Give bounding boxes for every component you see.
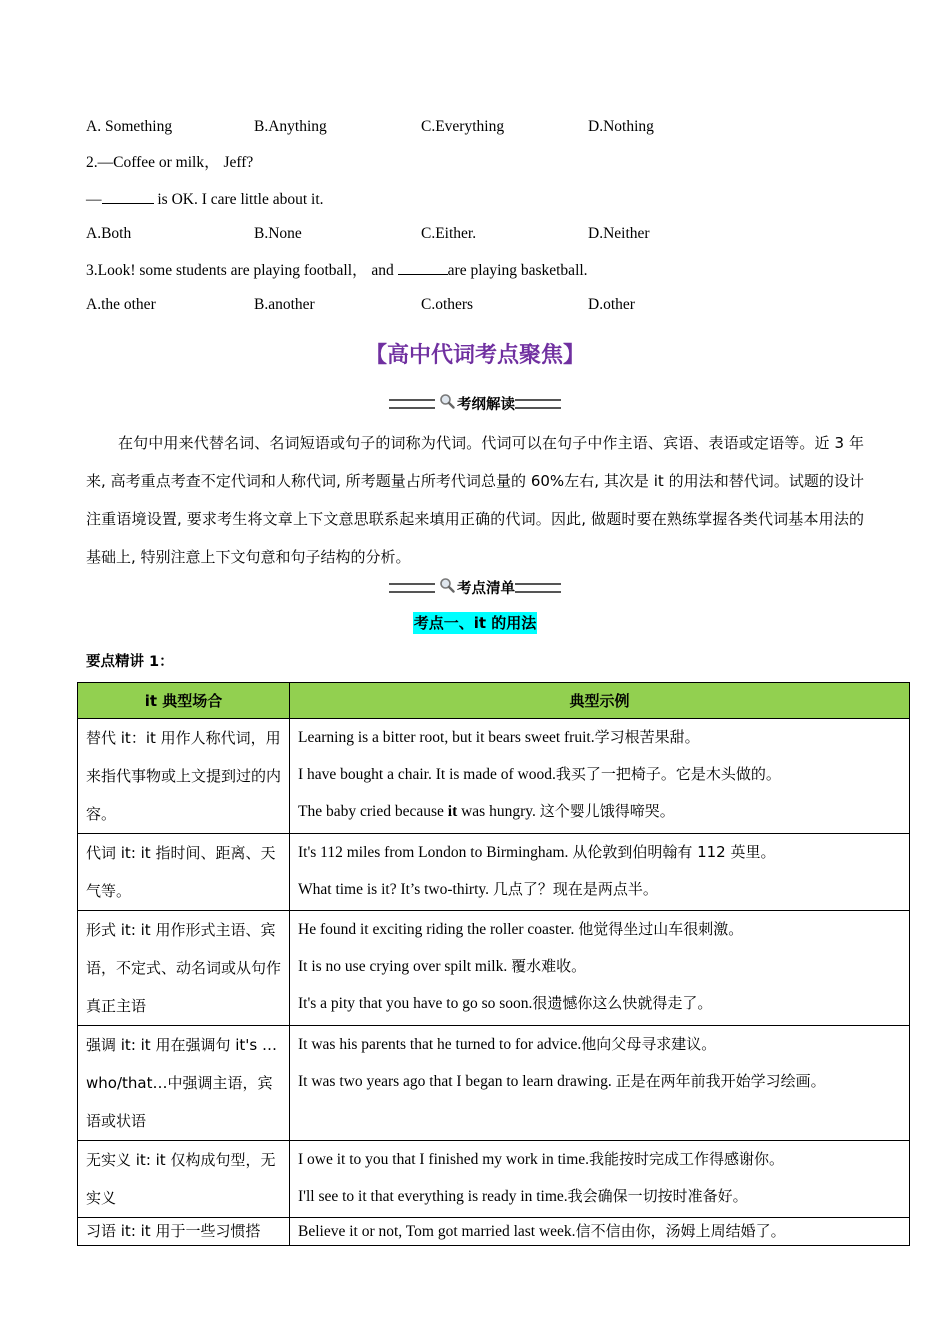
example-zh: 他向父母寻求建议。 [581, 1035, 717, 1053]
answer-blank [102, 189, 154, 204]
example-sentence [298, 756, 901, 793]
q2-reply [86, 189, 324, 210]
q3-stem [86, 260, 588, 281]
example-zh: 我能按时完成工作得感谢你。 [589, 1150, 785, 1168]
q3-stem-before: 3.Look! some students are playing football， and [86, 262, 398, 279]
intro-paragraph [86, 424, 864, 576]
table-row [78, 1218, 910, 1246]
usage-cell: 习语 it: it 用于一些习惯搭 [78, 1218, 290, 1246]
example-en: Believe it or not, Tom got married last week. [298, 1223, 576, 1240]
example-en: He found it exciting riding the roller coaster. [298, 921, 579, 938]
examples-cell [290, 1141, 910, 1218]
example-en: It was two years ago that I began to learn drawing. [298, 1073, 616, 1090]
example-sentence [298, 1141, 901, 1178]
table-row [78, 911, 910, 1026]
point-heading-text: 考点一、it 的用法 [413, 614, 537, 632]
usage-cell: 强调 it: it 用在强调句 it's … who/that…中强调主语，宾语或状语 [78, 1026, 290, 1141]
examples-cell [290, 719, 910, 834]
example-en: was hungry. [457, 803, 540, 820]
divider-rule [515, 583, 561, 593]
example-en: I have bought a chair. It is made of wood. [298, 766, 556, 783]
q1-option-c: C.Everything [421, 118, 505, 135]
answer-blank [398, 260, 448, 275]
q2-option-d: D.Neither [588, 225, 650, 242]
table-row [78, 719, 910, 834]
table-header-examples: 典型示例 [290, 683, 910, 719]
page-title: 【高中代词考点聚焦】 [364, 343, 585, 368]
table-row [78, 1026, 910, 1141]
example-sentence [298, 1026, 901, 1063]
intro-text: 在句中用来代替名词、名词短语或句子的词称为代词。代词可以在句子中作主语、宾语、表语或定语等。近 3 年来, 高考重点考查不定代词和人称代词, 所考题量占所考代词总量的 60%左右, 其次是 it 的用法和替代词。试题的设计注重语境设置, 要求考生将文章上下文意思联系起来填用正确的代词。因此, 做题时要在熟练掌握各类代词基本用法的基础上, 特别注意上下文句意和句子结构的分析。 [86, 434, 864, 566]
example-zh: 信不信由你，汤姆上周结婚了。 [575, 1222, 786, 1240]
example-sentence [298, 793, 901, 830]
usage-cell: 替代 it：it 用作人称代词，用来指代事物或上文提到过的内容。 [78, 719, 290, 834]
example-sentence [298, 1063, 901, 1100]
example-em: it [447, 803, 458, 820]
q2-reply-prefix: — [86, 191, 102, 208]
example-sentence [298, 719, 901, 756]
example-zh: 从伦敦到伯明翰有 112 英里。 [572, 843, 776, 861]
table-header-usage: it 典型场合 [78, 683, 290, 719]
point-heading [0, 612, 950, 633]
table-row [78, 834, 910, 911]
usage-cell: 形式 it: it 用作形式主语、宾语，不定式、动名词或从句作真正主语 [78, 911, 290, 1026]
q1-option-d: D.Nothing [588, 118, 654, 135]
example-sentence [298, 871, 901, 908]
example-sentence [298, 1218, 901, 1245]
examples-cell [290, 911, 910, 1026]
example-sentence [298, 985, 901, 1022]
section-title: 考点清单 [457, 581, 515, 597]
examples-cell [290, 834, 910, 911]
usage-cell: 无实义 it: it 仅构成句型，无实义 [78, 1141, 290, 1218]
example-en: It was his parents that he turned to for advice. [298, 1036, 582, 1053]
essential-label: 要点精讲 1： [86, 654, 174, 670]
q1-option-a: A. Something [86, 118, 173, 135]
section-title: 考纲解读 [457, 397, 515, 413]
example-zh: 覆水难收。 [511, 957, 587, 975]
q2-option-a: A.Both [86, 225, 132, 242]
example-en: I owe it to you that I finished my work in time. [298, 1151, 590, 1168]
table-row [78, 1141, 910, 1218]
example-en: The baby cried because [298, 803, 448, 820]
table-header-row [78, 683, 910, 719]
example-en: I'll see to it that everything is ready in time. [298, 1188, 568, 1205]
divider-rule [389, 583, 435, 593]
example-en: What time is it? It’s two-thirty. [298, 881, 493, 898]
q3-option-d: D.other [588, 296, 635, 313]
q3-stem-after: are playing basketball. [447, 262, 588, 279]
q2-reply-suffix: is OK. I care little about it. [153, 191, 324, 208]
usage-cell: 代词 it: it 指时间、距离、天气等。 [78, 834, 290, 911]
example-en: It's 112 miles from London to Birmingham. [298, 844, 573, 861]
example-en: Learning is a bitter root, but it bears sweet fruit. [298, 729, 595, 746]
q2-option-c: C.Either. [421, 225, 477, 242]
magnifier-icon [439, 577, 455, 598]
example-zh: 我会确保一切按时准备好。 [567, 1187, 748, 1205]
example-zh: 很遗憾你这么快就得走了。 [532, 994, 713, 1012]
examples-cell [290, 1026, 910, 1141]
usage-table [77, 682, 910, 1246]
magnifier-icon [439, 393, 455, 414]
section-divider-syllabus [0, 393, 950, 417]
q1-option-b: B.Anything [254, 118, 327, 135]
divider-rule [389, 399, 435, 409]
divider-rule [515, 399, 561, 409]
example-en: It's a pity that you have to go so soon. [298, 995, 533, 1012]
example-zh: 学习根苦果甜。 [594, 728, 700, 746]
example-zh: 几点了？现在是两点半。 [492, 880, 658, 898]
q3-option-b: B.another [254, 296, 315, 313]
section-divider-checklist [0, 577, 950, 601]
example-en: It is no use crying over spilt milk. [298, 958, 512, 975]
example-zh: 这个婴儿饿得啼哭。 [539, 802, 675, 820]
examples-cell [290, 1218, 910, 1246]
q2-option-b: B.None [254, 225, 302, 242]
q2-stem: 2.—Coffee or milk， Jeff? [86, 154, 254, 171]
example-zh: 正是在两年前我开始学习绘画。 [615, 1072, 826, 1090]
example-zh: 他觉得坐过山车很刺激。 [578, 920, 744, 938]
example-sentence [298, 948, 901, 985]
example-sentence [298, 1178, 901, 1215]
example-sentence [298, 834, 901, 871]
q3-option-c: C.others [421, 296, 474, 313]
example-zh: 我买了一把椅子。它是木头做的。 [555, 765, 781, 783]
example-sentence [298, 911, 901, 948]
q3-option-a: A.the other [86, 296, 156, 313]
